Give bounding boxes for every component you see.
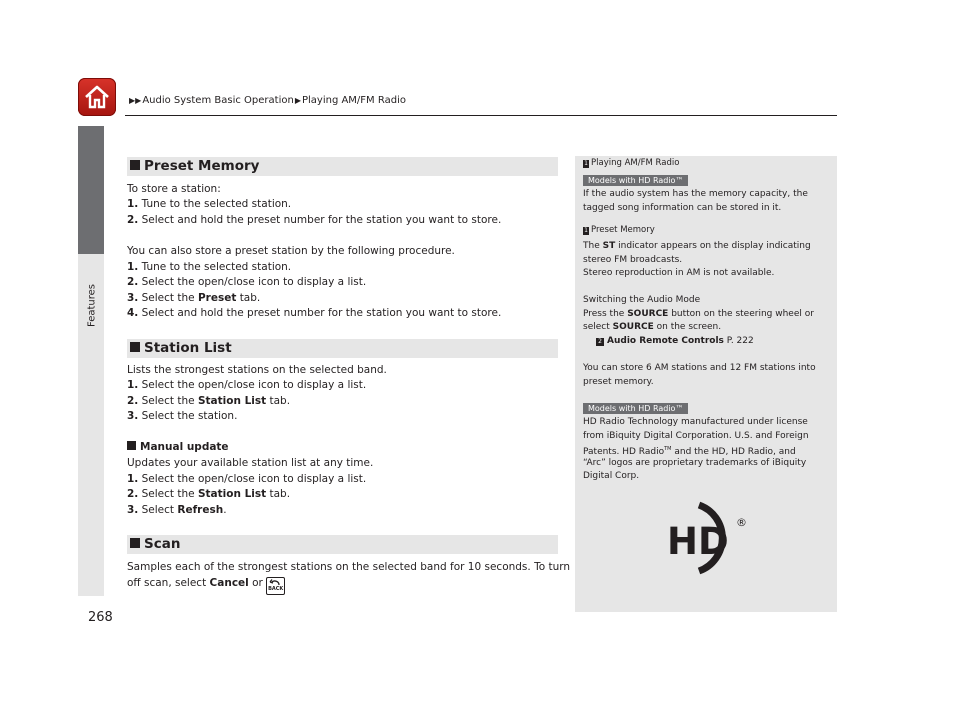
preset-step bbox=[127, 213, 501, 229]
station-list-tab-label: Station List bbox=[197, 395, 267, 407]
section-square-icon bbox=[130, 160, 140, 170]
back-icon-label: BACK bbox=[268, 586, 284, 592]
step-text: Select and hold the preset number for the station you want to store. bbox=[141, 214, 502, 226]
subsection-title: Manual update bbox=[140, 441, 229, 453]
source-label: SOURCE bbox=[612, 322, 654, 332]
note-text-part: Patents. HD Radio bbox=[583, 447, 665, 457]
st-indicator-label: ST bbox=[602, 241, 616, 251]
station-list-step bbox=[127, 394, 290, 410]
step-text: Select the open/close icon to display a list. bbox=[141, 276, 367, 288]
note-text bbox=[583, 308, 814, 322]
note-text-part: on the screen. bbox=[656, 322, 722, 332]
note-text: “Arc” logos are proprietary trademarks of iBiquity bbox=[583, 458, 807, 468]
page-number: 268 bbox=[88, 610, 113, 625]
preset-step bbox=[127, 197, 291, 213]
preset-tab-label: Preset bbox=[197, 292, 237, 304]
step-number: 1. bbox=[127, 379, 139, 391]
note-text: from iBiquity Digital Corporation. U.S. and Foreign bbox=[583, 431, 809, 441]
cancel-label: Cancel bbox=[209, 577, 249, 589]
manual-update-intro: Updates your available station list at any time. bbox=[127, 457, 374, 469]
note-text: tagged song information can be stored in it. bbox=[583, 203, 782, 213]
model-badge: Models with HD Radio™ bbox=[583, 403, 688, 414]
step-number: 3. bbox=[127, 292, 139, 304]
breadcrumb-item[interactable]: Playing AM/FM Radio bbox=[301, 95, 406, 106]
manual-update-step bbox=[127, 472, 366, 488]
note-text-part: indicator appears on the display indicating bbox=[618, 241, 811, 251]
section-heading-preset-memory bbox=[127, 157, 558, 176]
note-title bbox=[583, 225, 655, 235]
home-icon bbox=[83, 83, 111, 111]
step-number: 1. bbox=[127, 198, 139, 210]
section-heading-station-list bbox=[127, 339, 558, 358]
step-number: 2. bbox=[127, 488, 139, 500]
subsection-square-icon bbox=[127, 441, 136, 450]
note-text-part: select bbox=[583, 322, 610, 332]
preset-step bbox=[127, 306, 501, 322]
note-text bbox=[583, 240, 811, 254]
step-number: 2. bbox=[127, 395, 139, 407]
reference-title[interactable]: Audio Remote Controls bbox=[607, 336, 724, 346]
side-tab-marker bbox=[78, 126, 104, 254]
note-text-part: The bbox=[583, 241, 600, 251]
step-text: . bbox=[223, 504, 227, 516]
preset-alt-intro: You can also store a preset station by the following procedure. bbox=[127, 245, 455, 257]
step-number: 3. bbox=[127, 504, 139, 516]
side-tab-label[interactable]: Features bbox=[86, 284, 98, 327]
breadcrumb-arrow-icon: ▶ bbox=[294, 96, 301, 105]
station-list-intro: Lists the strongest stations on the selected band. bbox=[127, 364, 387, 376]
note-text: Switching the Audio Mode bbox=[583, 295, 701, 305]
step-text: tab. bbox=[269, 488, 291, 500]
model-badge: Models with HD Radio™ bbox=[583, 175, 688, 186]
preset-step bbox=[127, 291, 260, 307]
note-text: Digital Corp. bbox=[583, 471, 640, 481]
step-text: Select the bbox=[141, 292, 195, 304]
note-text: You can store 6 AM stations and 12 FM stations into bbox=[583, 363, 816, 373]
note-text-part: Press the bbox=[583, 309, 625, 319]
note-title-text: Playing AM/FM Radio bbox=[591, 158, 680, 168]
section-heading-scan bbox=[127, 535, 558, 554]
note-text: If the audio system has the memory capacity, the bbox=[583, 189, 808, 199]
note-marker-icon: 1 bbox=[584, 160, 588, 167]
manual-update-step bbox=[127, 487, 290, 503]
note-text-part: and the HD, HD Radio, and bbox=[674, 447, 796, 457]
scan-description-2 bbox=[127, 576, 285, 595]
preset-intro: To store a station: bbox=[127, 183, 221, 195]
section-title: Preset Memory bbox=[144, 158, 260, 174]
note-text: Stereo reproduction in AM is not available. bbox=[583, 268, 775, 278]
step-text: tab. bbox=[239, 292, 261, 304]
step-number: 3. bbox=[127, 410, 139, 422]
step-text: Select bbox=[141, 504, 175, 516]
trademark-mark: TM bbox=[664, 446, 672, 452]
scan-description: Samples each of the strongest stations on the selected band for 10 seconds. To turn bbox=[127, 561, 571, 573]
station-list-tab-label: Station List bbox=[197, 488, 267, 500]
note-marker-icon: 1 bbox=[584, 227, 588, 234]
source-label: SOURCE bbox=[627, 309, 669, 319]
registered-mark: ® bbox=[736, 516, 747, 529]
preset-step bbox=[127, 260, 291, 276]
breadcrumb bbox=[128, 95, 406, 106]
section-square-icon bbox=[130, 538, 140, 548]
scan-text: or bbox=[252, 577, 263, 589]
note-title-text: Preset Memory bbox=[591, 225, 655, 235]
cross-reference-link[interactable] bbox=[596, 335, 754, 349]
step-number: 4. bbox=[127, 307, 139, 319]
step-text: Tune to the selected station. bbox=[141, 261, 292, 273]
section-square-icon bbox=[130, 342, 140, 352]
note-text-part: button on the steering wheel or bbox=[671, 309, 814, 319]
reference-arrow-icon: 2 bbox=[596, 338, 604, 346]
reference-page[interactable]: P. 222 bbox=[726, 336, 754, 346]
section-title: Scan bbox=[144, 536, 181, 552]
note-title bbox=[583, 158, 679, 168]
step-number: 1. bbox=[127, 261, 139, 273]
hd-radio-logo bbox=[665, 500, 749, 580]
step-number: 2. bbox=[127, 276, 139, 288]
step-text: tab. bbox=[269, 395, 291, 407]
note-text: preset memory. bbox=[583, 377, 654, 387]
step-text: Select the open/close icon to display a list. bbox=[141, 379, 367, 391]
refresh-label: Refresh bbox=[177, 504, 224, 516]
note-text: HD Radio Technology manufactured under license bbox=[583, 417, 808, 427]
manual-update-step bbox=[127, 503, 227, 519]
back-button-icon bbox=[266, 577, 285, 595]
step-text: Select the station. bbox=[141, 410, 238, 422]
step-text: Select the bbox=[141, 488, 195, 500]
note-text: stereo FM broadcasts. bbox=[583, 255, 683, 265]
home-button[interactable] bbox=[78, 78, 116, 116]
station-list-step bbox=[127, 409, 237, 425]
step-text: Select and hold the preset number for the station you want to store. bbox=[141, 307, 502, 319]
step-text: Select the bbox=[141, 395, 195, 407]
step-number: 2. bbox=[127, 214, 139, 226]
step-text: Select the open/close icon to display a list. bbox=[141, 473, 367, 485]
header-divider bbox=[125, 115, 837, 116]
station-list-step bbox=[127, 378, 366, 394]
step-number: 1. bbox=[127, 473, 139, 485]
scan-text: off scan, select bbox=[127, 577, 207, 589]
section-title: Station List bbox=[144, 340, 232, 356]
manual-update-heading bbox=[127, 440, 229, 456]
hd-logo-text: HD bbox=[667, 520, 729, 563]
breadcrumb-item[interactable]: Audio System Basic Operation bbox=[142, 95, 294, 106]
step-text: Tune to the selected station. bbox=[141, 198, 292, 210]
note-text bbox=[583, 321, 721, 335]
breadcrumb-arrow-icon: ▶▶ bbox=[129, 96, 142, 105]
preset-step bbox=[127, 275, 366, 291]
